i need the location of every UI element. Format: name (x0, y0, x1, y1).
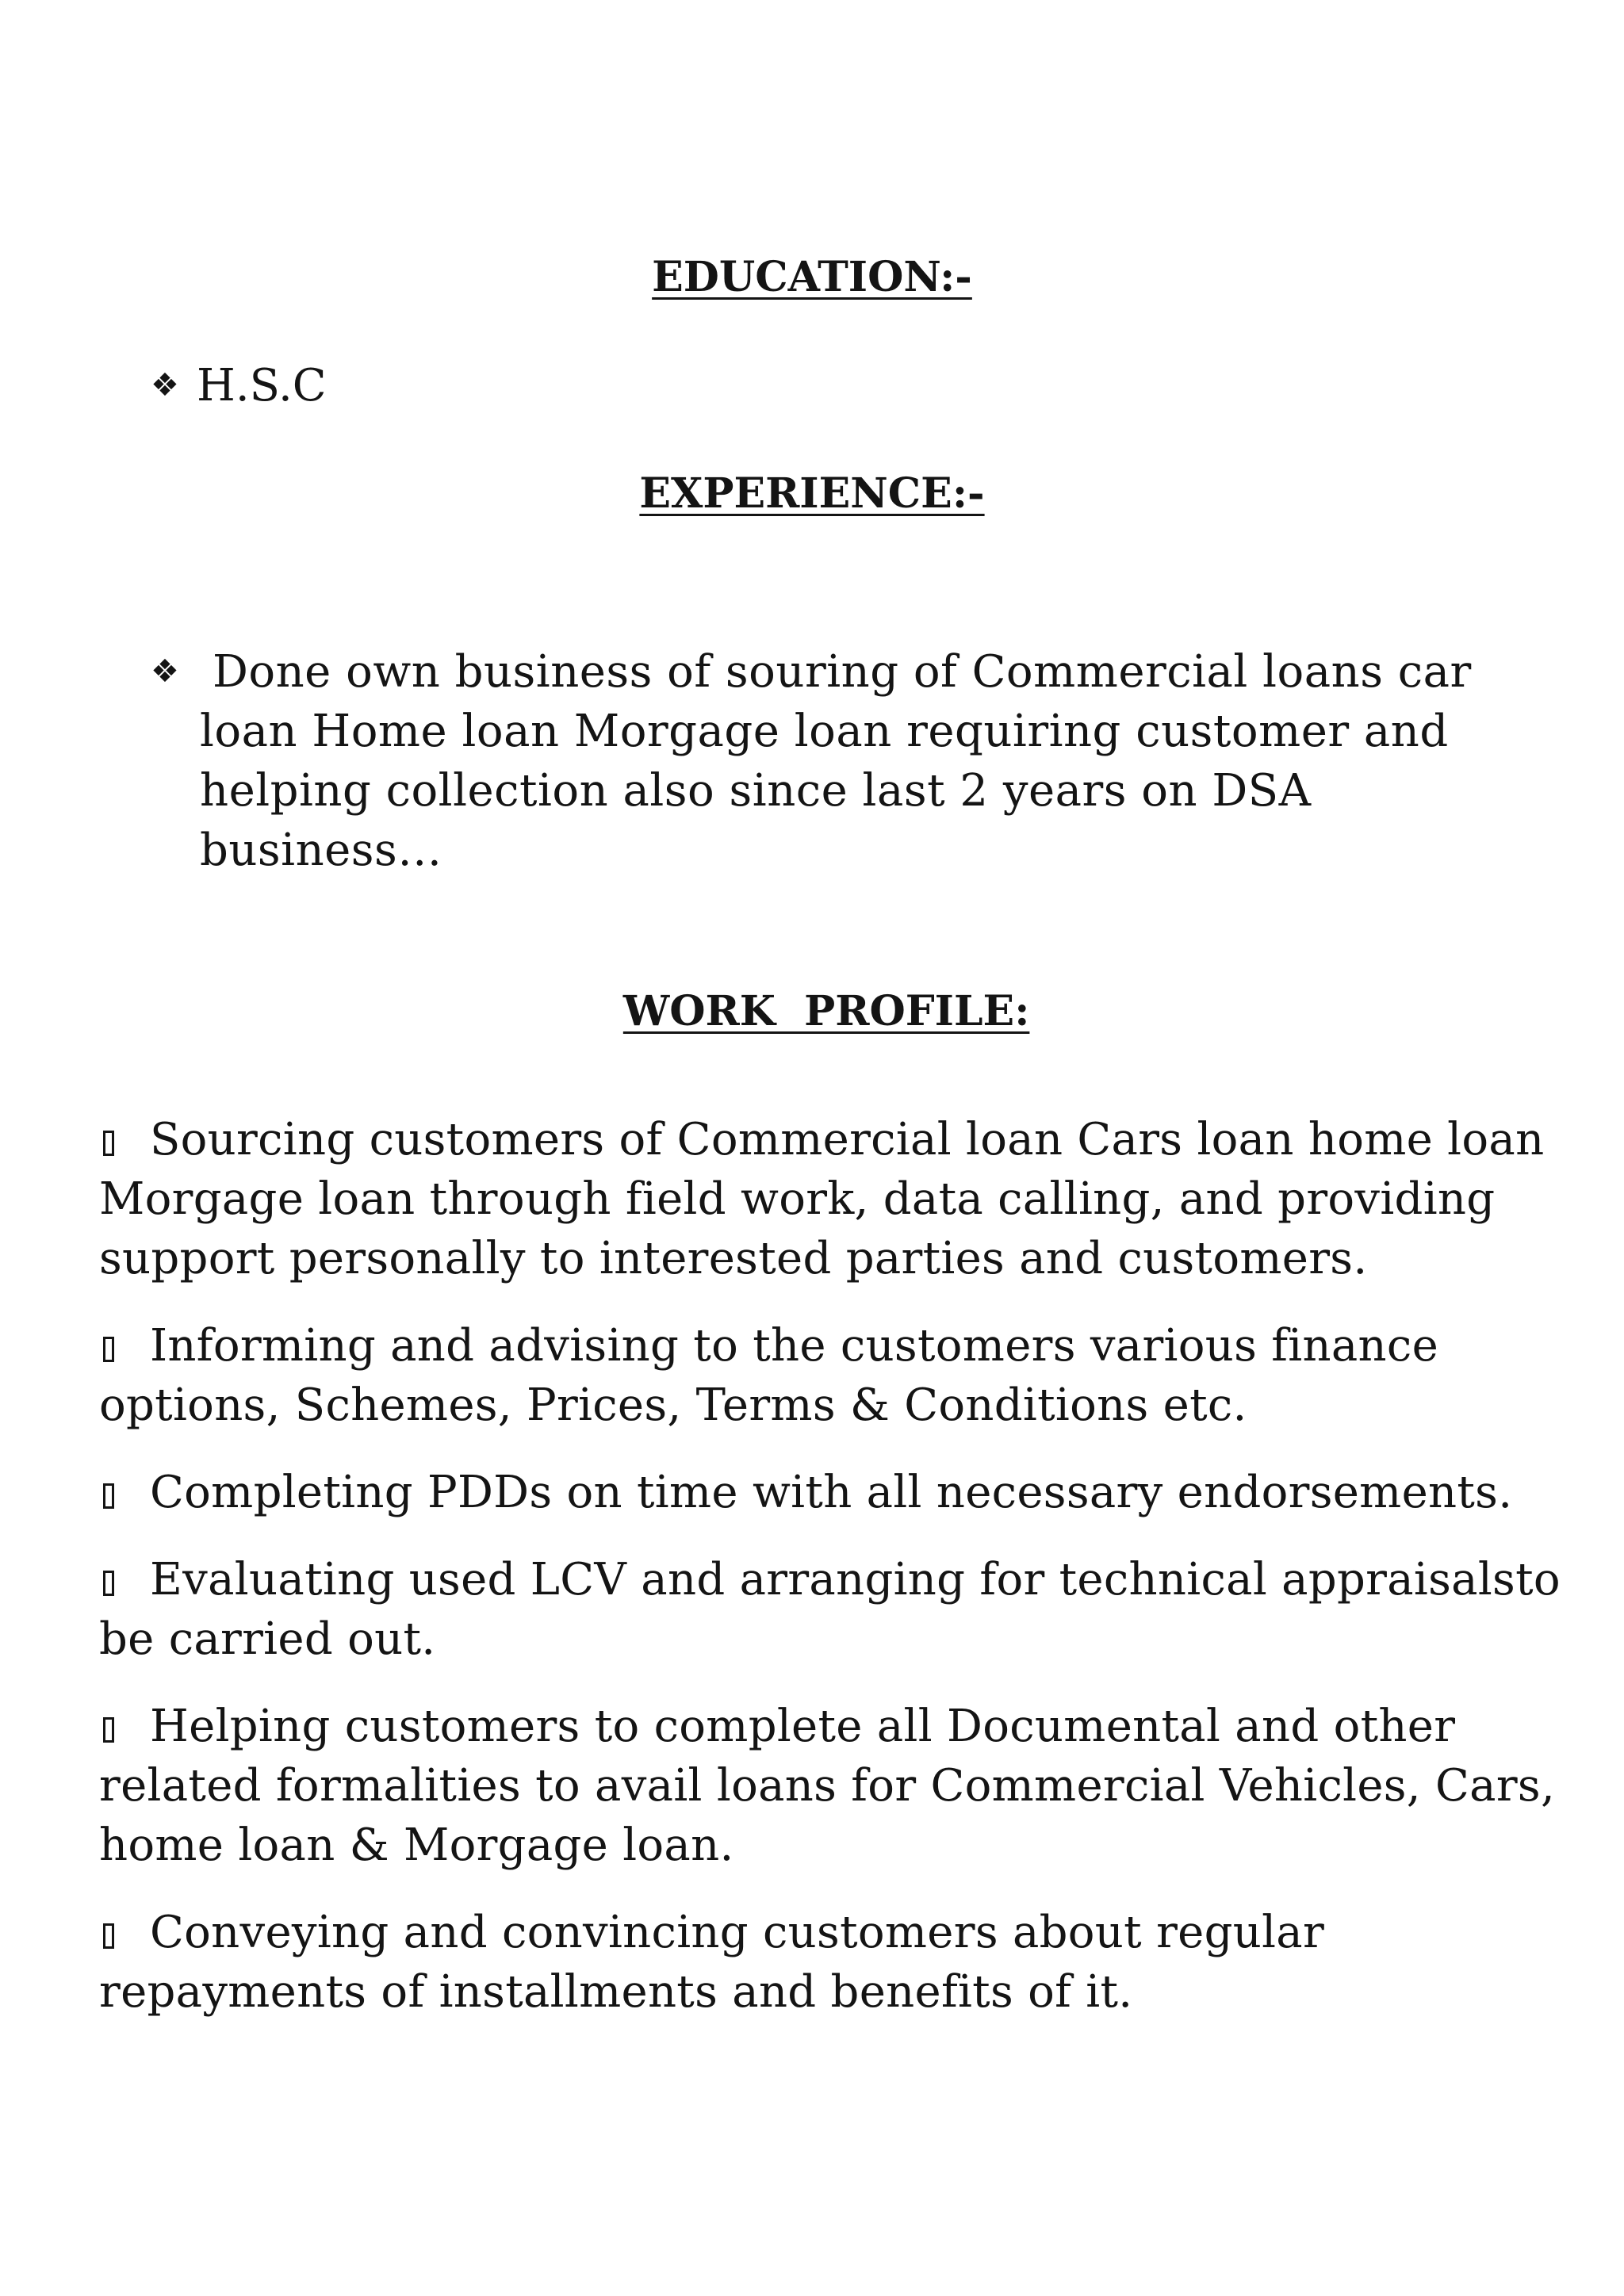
work-profile-item: Helping customers to complete all Documental and other related formalities to avail loans for Commercial Vehicles, Cars, home loan & Morgage loan. (99, 1701, 1556, 1871)
experience-heading: EXPERIENCE:- (639, 469, 985, 518)
diamond-bullet-icon: ❖ (151, 653, 179, 690)
education-item-text: H.S.C (197, 360, 327, 411)
education-heading: EDUCATION:- (652, 253, 972, 301)
square-box-icon (103, 1483, 114, 1509)
square-box-icon (103, 1337, 114, 1362)
work-profile-item: Completing PDDs on time with all necessary endorsements. (99, 1463, 1574, 1522)
diamond-bullet-icon: ❖ (151, 367, 179, 404)
work-profile-item: Evaluating used LCV and arranging for technical appraisalsto be carried out. (99, 1554, 1561, 1665)
square-box-icon (103, 1571, 114, 1596)
experience-item-text: Done own business of souring of Commercial loans car loan Home loan Morgage loan requiring customer and helping collection also since last 2 years on DSA business… (200, 646, 1472, 876)
square-box-icon (103, 1923, 114, 1949)
experience-item (151, 642, 1562, 880)
square-box-icon (103, 1717, 114, 1743)
work-profile-heading: WORK PROFILE: (622, 987, 1030, 1035)
work-profile-item: Conveying and convincing customers about regular repayments of installments and benefits of it. (99, 1907, 1325, 2018)
square-box-icon (103, 1131, 114, 1156)
work-profile-item: Informing and advising to the customers various finance options, Schemes, Prices, Terms & Conditions etc. (99, 1320, 1439, 1431)
work-profile-item: Sourcing customers of Commercial loan Cars loan home loan Morgage loan through field work, data calling, and providing support personally to interested parties and customers. (99, 1114, 1545, 1284)
